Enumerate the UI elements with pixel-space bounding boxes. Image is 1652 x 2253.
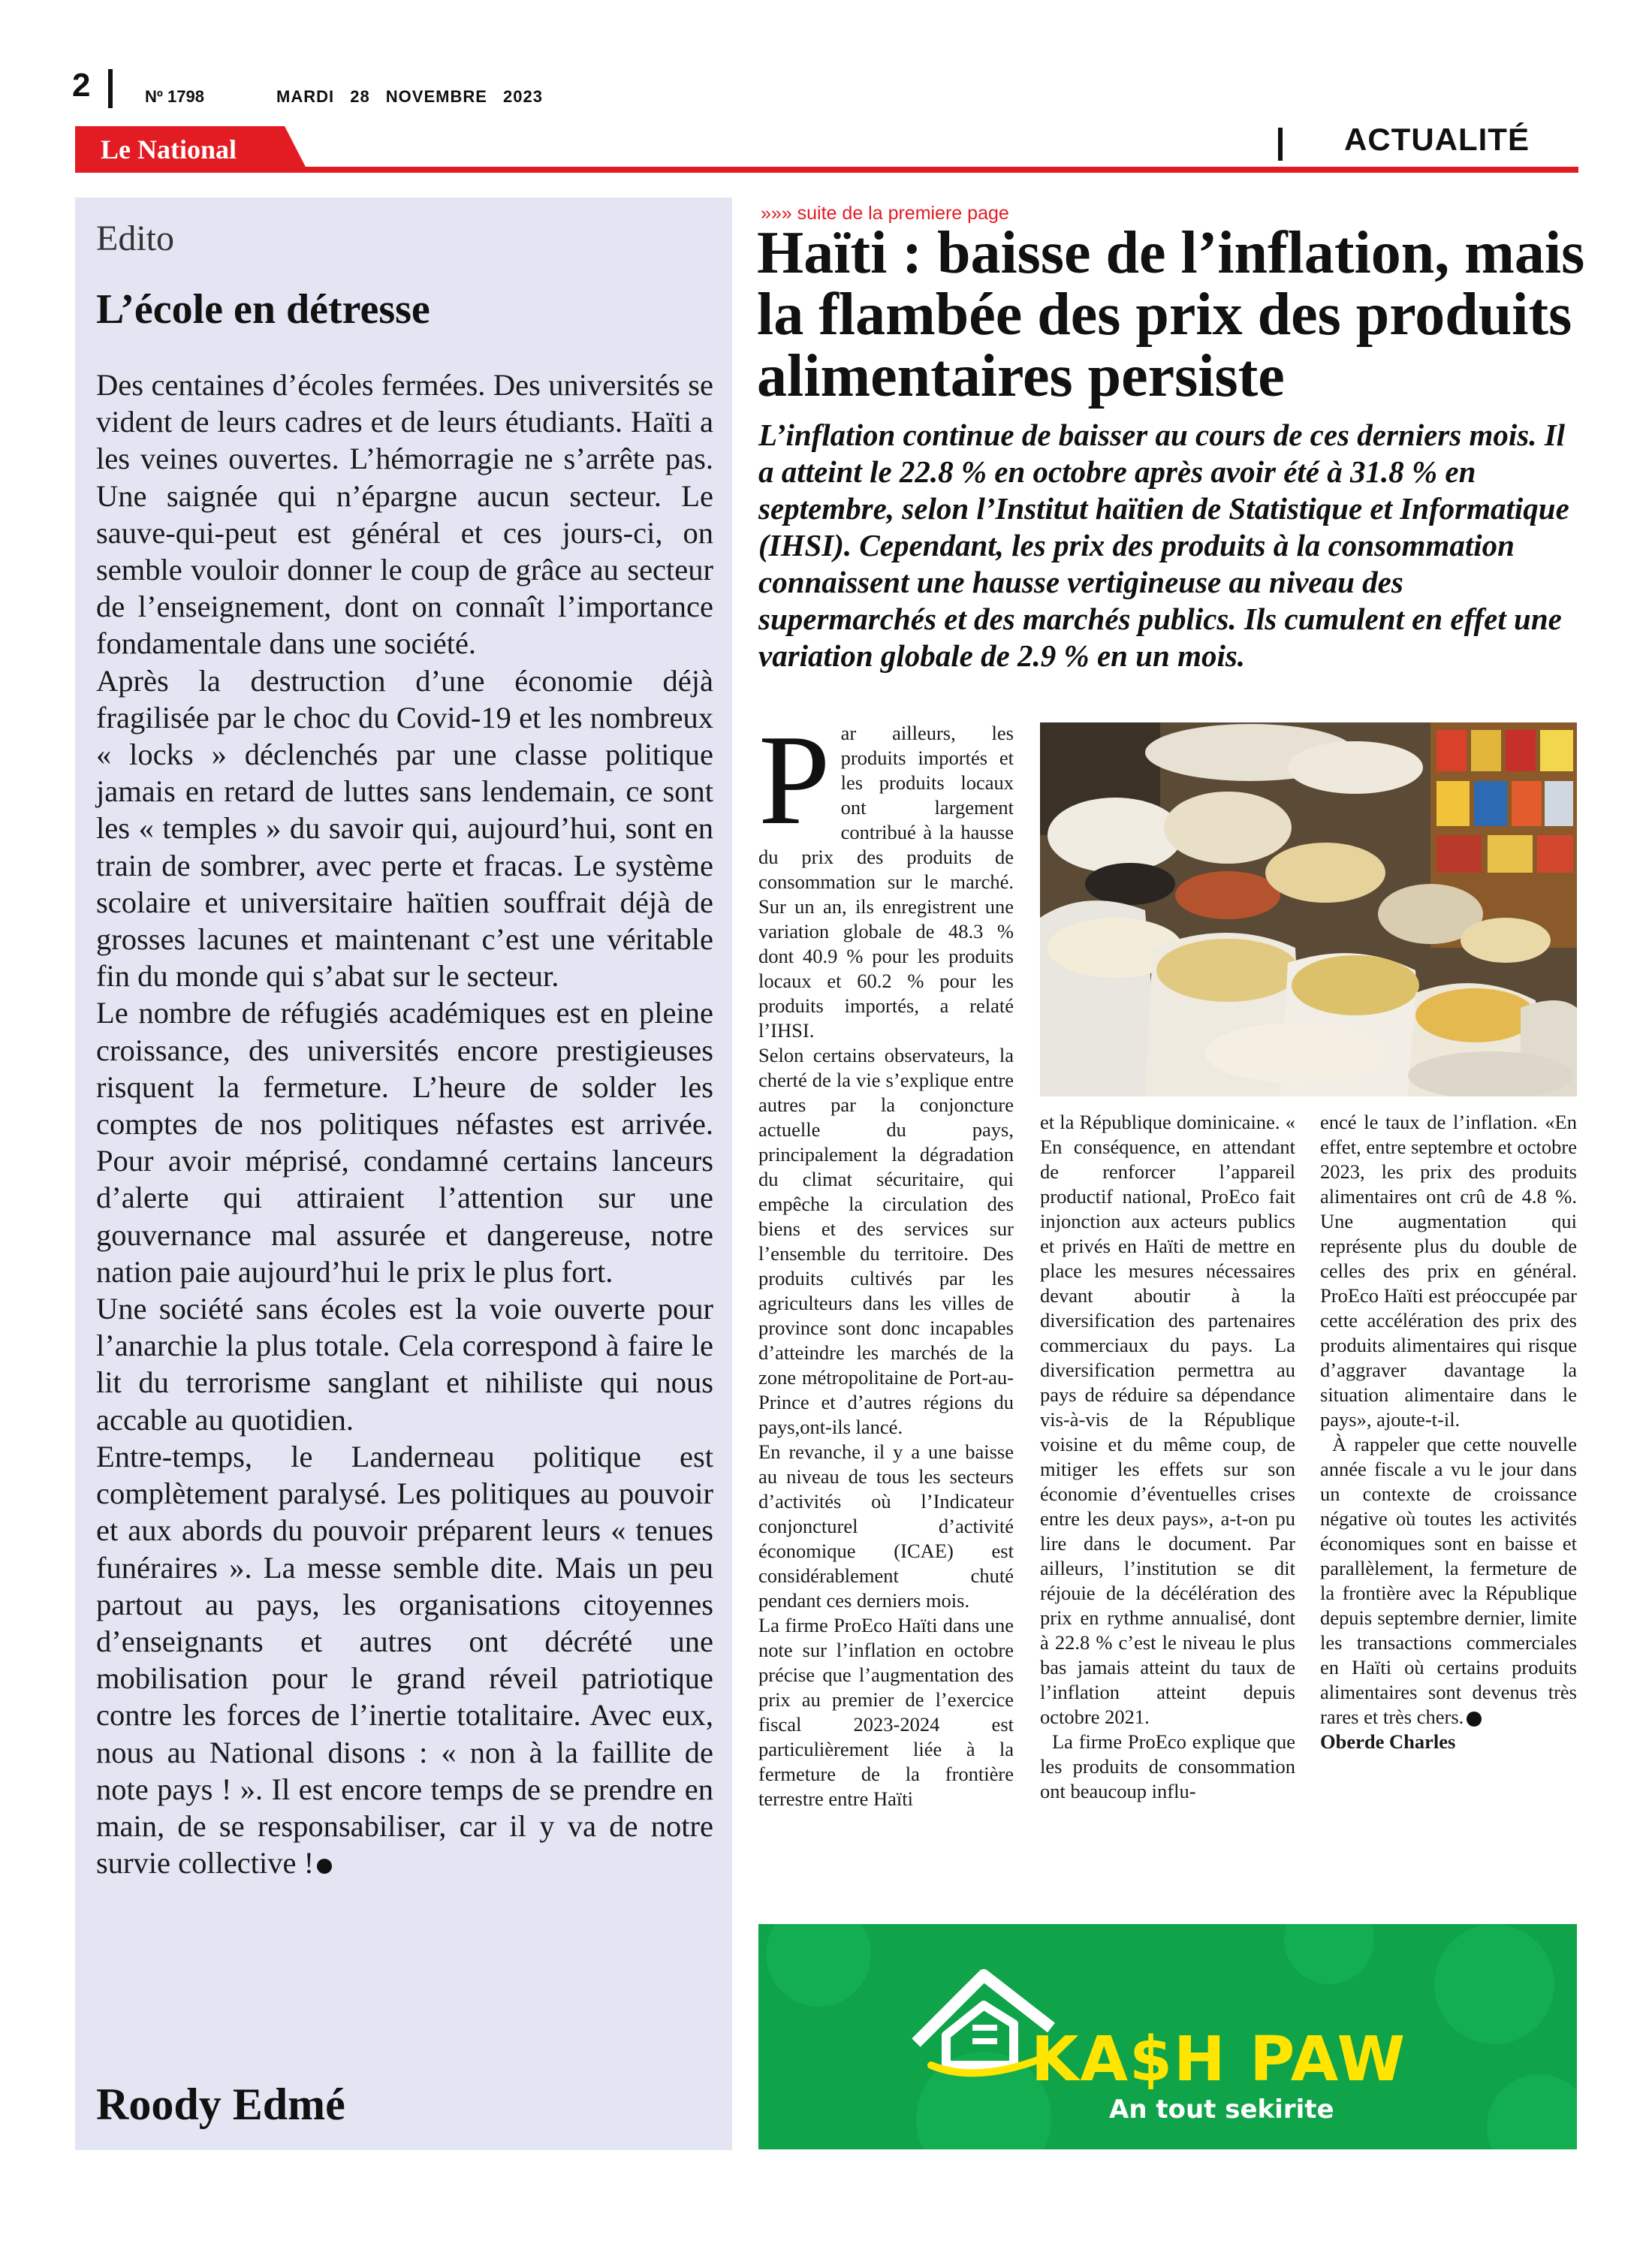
article-kicker: »»» suite de la premiere page — [761, 203, 1009, 224]
article-byline: Oberde Charles — [1320, 1730, 1456, 1753]
page-number: 2 — [72, 67, 91, 104]
edito-paragraph: Entre-temps, le Landerneau politique est complètement paralysé. Les politiques au pouvoir et aux abords du pouvoir préparent leurs « tenues funéraires ». La messe semble dite. Mais un peu partout au pays, les organisations citoyennes d’enseignants et autres ont décrété une mobilisation pour le grand réveil patriotique contre les forces de l’inertie totalitaire. Avec eux, nous au National disons : « non à la faillite de note pays ! ». Il est encore temps de se prendre en main, de se responsabiliser, car il y va de notre survie collective ! — [96, 1439, 713, 1881]
edito-paragraph: Une société sans écoles est la voie ouverte pour l’anarchie la plus totale. Cela correspond à faire le lit du terrorisme sanglant et nihiliste qui nous accable au quotidien. — [96, 1292, 713, 1437]
edito-paragraph: Le nombre de réfugiés académiques est en pleine croissance, des universités encore prestigieuses risquent la fermeture. L’heure de solder les comptes de nos politiques néfastes est arrivée. Pour avoir méprisé, condamné certains lanceurs d’alerte qui attiraient l’attention sur une gouvernance mal assurée et dangereuse, notre nation paie aujourd’hui le prix le plus fort. — [96, 996, 713, 1289]
market-photo — [1040, 722, 1577, 1096]
brand-name: Le National — [101, 134, 237, 164]
article-paragraph: La firme ProEco Haïti dans une note sur l’inflation en octobre précise que l’augmentation des prix au premier de l’exercice fiscal 2023-2024 est particulièrement liée à la fermeture de la frontière terrestre entre Haïti — [758, 1614, 1014, 1810]
article-paragraph: En revanche, il y a une baisse au niveau de tous les secteurs d’activités où l’Indicateur conjoncturel d’activité économique (ICAE) est considérablement chuté pendant ces derniers mois. — [758, 1440, 1014, 1612]
article-chapeau: L’inflation continue de baisser au cours de ces derniers mois. Il a atteint le 22.8 % en octobre après avoir été à 31.8 % en septembre, selon l’Institut haïtien de Statistique et Informatique (IHSI). Cependant, les prix des produits à la consommation connaissent une hausse vertigineuse au niveau des supermarchés et des marchés publics. Ils cumulent en effet une variation globale de 2.9 % en un mois. — [758, 418, 1569, 673]
edito-kicker: Edito — [96, 219, 174, 258]
article-paragraph: La firme ProEco explique que les produits de consommation ont beaucoup influ- — [1040, 1730, 1295, 1802]
ad-brand: KA$H PAW — [1031, 2024, 1407, 2095]
edito-body — [96, 366, 713, 1881]
ad-tagline: An tout sekirite — [1109, 2095, 1334, 2125]
edito-title: L’école en détresse — [96, 286, 430, 333]
article-paragraph: encé le taux de l’inflation. «En effet, entre septembre et octobre 2023, les prix des produits alimentaires ont crû de 4.8 %. Une augmentation qui représente plus du double de celles des prix en général. ProEco Haïti est préoccupée par cette accélération des prix des produits alimentaires qui risque d’aggraver davantage la situation alimentaire dans le pays», ajoute-t-il. — [1320, 1111, 1577, 1431]
article-column-1 — [758, 709, 1014, 1811]
end-mark-icon — [1467, 1712, 1482, 1727]
market-sacks-image — [1040, 722, 1577, 1096]
article-column-2 — [1040, 1110, 1295, 1804]
section-title: ACTUALITÉ — [1344, 122, 1530, 157]
end-mark-icon — [317, 1859, 332, 1874]
edito-paragraph: Après la destruction d’une économie déjà fragilisée par le choc du Covid-19 et les nombreux « locks » déclenchés par une classe politique jamais en retard de luttes sans lendemain, ce sont les « temples » du savoir qui, aujourd’hui, sont en train de sombrer, avec perte et fracas. Le système scolaire et universitaire haïtien souffrait déjà de grosses lacunes et maintenant c’est une véritable fin du monde qui s’abat sur le secteur. — [96, 663, 713, 994]
page-number-divider — [108, 69, 113, 108]
issue-date: MARDI 28 NOVEMBRE 2023 — [276, 87, 543, 106]
issue-number: Nº 1798 — [145, 87, 204, 106]
article-headline: Haïti : baisse de l’inflation, mais la flambée des prix des produits alimentaires persiste — [757, 220, 1585, 409]
article-column-3 — [1320, 1110, 1577, 1754]
drop-cap: P — [758, 709, 831, 852]
article-paragraph: et la République dominicaine. « En conséquence, en attendant de renforcer l’appareil productif national, ProEco fait injonction aux acteurs publics et privés en Haïti de mettre en place les mesures nécessaires devant aboutir à la diversification des partenaires commerciaux du pays. La diversification permettra au pays de réduire sa dépendance vis-à-vis de la République voisine et du même coup, de mitiger les effets sur son économie d’éventuelles crises entre les deux pays», a-t-on pu lire dans le document. Par ailleurs, l’institution se dit réjouie de la décélération des prix en rythme annualisé, dont à 22.8 % c’est le niveau le plus bas jamais atteint du taux de l’inflation atteint depuis octobre 2021. — [1040, 1111, 1295, 1728]
article-paragraph-last — [1320, 1432, 1577, 1730]
article-paragraph: Selon certains observateurs, la cherté de la vie s’explique entre autres par la conjoncture actuelle du pays, principalement la dégradation du climat sécuritaire, qui empêche la circulation des biens et des services sur l’ensemble du territoire. Des produits cultivés par les agriculteurs dans les villes de province sont donc incapables d’atteindre les marchés de la zone métropolitaine de Port-au-Prince et d’autres régions du pays,ont-ils lancé. — [758, 1044, 1014, 1438]
edito-author: Roody Edmé — [96, 2080, 345, 2129]
article-paragraph-text: ar ailleurs, les produits importés et les produits locaux ont largement contribué à la hausse du prix des produits de consommation sur le marché. Sur un an, ils enregistrent une variation globale de 48.3 % dont 40.9 % pour les produits locaux et 60.2 % pour les produits importés, a relaté l’IHSI. — [758, 722, 1014, 1042]
header-rule — [75, 167, 1578, 173]
edito-paragraph-last — [96, 1438, 713, 1881]
article-paragraph: À rappeler que cette nouvelle année fiscale a vu le jour dans un contexte de croissance négative où toutes les activités économiques sont en baisse et parallèlement, la fermeture de la frontière avec la République depuis septembre dernier, limite les transactions commerciales en Haïti où certains produits alimentaires sont devenus très rares et très chers. — [1320, 1433, 1577, 1728]
section-divider — [1278, 128, 1283, 161]
edito-paragraph: Des centaines d’écoles fermées. Des universités se vident de leurs cadres et de leurs étudiants. Haïti a les veines ouvertes. L’hémorragie ne s’arrête pas. Une saignée qui n’épargne aucun secteur. Le sauve-qui-peut est général et ces jours-ci, on semble vouloir donner le coup de grâce au secteur de l’enseignement, dont on connaît l’importance fondamentale dans une société. — [96, 368, 713, 661]
article-paragraph — [758, 709, 1014, 1043]
